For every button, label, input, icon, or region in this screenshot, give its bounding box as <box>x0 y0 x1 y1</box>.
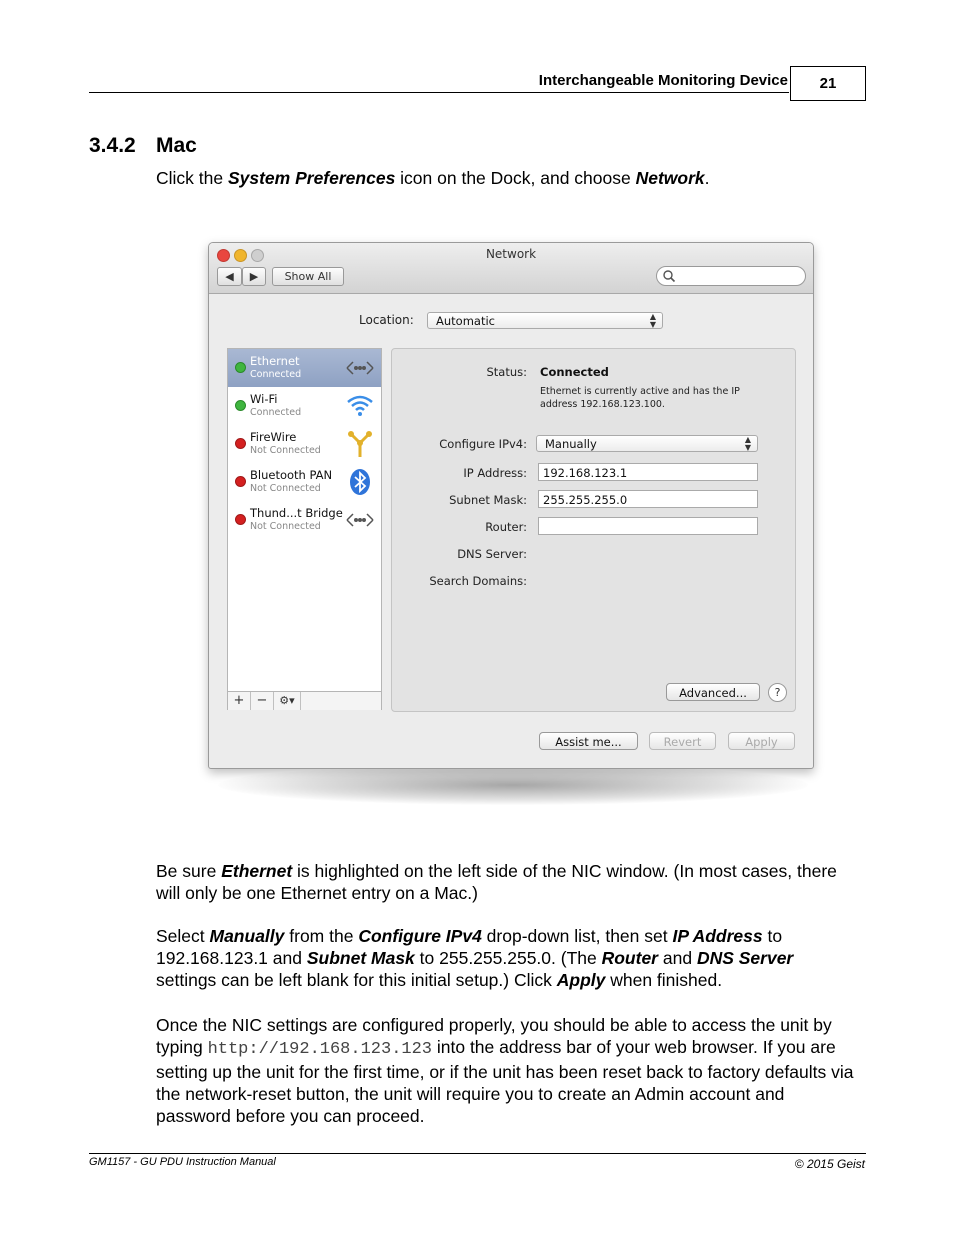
subnet-mask-label: Subnet Mask: <box>449 493 527 507</box>
footer-rule <box>89 1153 866 1154</box>
service-status: Connected <box>250 369 302 380</box>
service-status: Connected <box>250 407 302 418</box>
paragraph-access: Once the NIC settings are configured properly, you should be able to access the unit by typing http://192.168.123.123 into the address bar of your web browser. If you are setting up the unit for the first time, or if the unit has been reset back to factory defaults via the network-reset button, the unit will require you to create an Admin account and password before you can proceed. <box>156 1015 854 1126</box>
page-number: 21 <box>790 66 866 101</box>
intro-paragraph: Click the System Preferences icon on the Dock, and choose Network. <box>156 168 710 188</box>
updown-arrows-icon: ▲ ▼ <box>744 435 751 452</box>
location-label: Location: <box>359 313 414 327</box>
service-name: FireWire <box>250 430 297 444</box>
configure-ipv4-select[interactable] <box>536 435 758 452</box>
status-dot-icon <box>235 438 246 449</box>
bluetooth-icon <box>345 467 375 497</box>
paragraph-configure: Select Manually from the Configure IPv4 drop-down list, then set IP Address to 192.168.123.1 and Subnet Mask to 255.255.255.0. (The Router and DNS Server settings can be left blank for this initial setup.) Click Apply when finished. <box>156 926 794 990</box>
service-list <box>227 348 382 710</box>
status-value: Connected <box>540 365 609 379</box>
window-shadow <box>218 765 808 805</box>
status-description: Ethernet is currently active and has the IP address 192.168.123.100. <box>540 386 740 410</box>
section-title: Mac <box>156 134 197 157</box>
configure-ipv4-value: Manually <box>545 437 597 451</box>
status-dot-icon <box>235 476 246 487</box>
footer-manual-title: GM1157 - GU PDU Instruction Manual <box>89 1156 276 1168</box>
footer-copyright: © 2015 Geist <box>794 1157 865 1171</box>
router-label: Router: <box>485 520 527 534</box>
search-input[interactable] <box>656 266 806 286</box>
assist-me-button[interactable]: Assist me... <box>539 732 638 750</box>
show-all-button[interactable]: Show All <box>272 267 344 286</box>
forward-arrow-icon: ▶ <box>249 270 259 283</box>
status-label: Status: <box>486 365 527 379</box>
service-name: Bluetooth PAN <box>250 468 333 482</box>
service-item-bluetooth[interactable] <box>228 463 381 501</box>
network-window <box>208 242 814 769</box>
add-service-button[interactable]: + <box>228 692 251 710</box>
ethernet-icon <box>345 353 375 383</box>
header-rule <box>89 92 789 93</box>
ip-address-label: IP Address: <box>463 466 527 480</box>
dns-server-label: DNS Server: <box>457 547 527 561</box>
service-name: Wi-Fi <box>250 392 278 406</box>
advanced-button[interactable]: Advanced... <box>666 683 760 701</box>
remove-service-button[interactable]: − <box>251 692 274 710</box>
location-select[interactable] <box>427 312 663 329</box>
title-bar <box>209 243 813 294</box>
help-button[interactable]: ? <box>768 683 787 702</box>
status-dot-icon <box>235 514 246 525</box>
subnet-mask-field[interactable]: 255.255.255.0 <box>538 490 758 508</box>
status-dot-icon <box>235 362 246 373</box>
location-value: Automatic <box>436 314 495 328</box>
back-button[interactable] <box>217 267 242 286</box>
service-name: Ethernet <box>250 354 300 368</box>
url-code: http://192.168.123.123 <box>207 1040 432 1059</box>
paragraph-ethernet: Be sure Ethernet is highlighted on the left side of the NIC window. (In most cases, there will only be one Ethernet entry on a Mac.) <box>156 861 837 903</box>
service-status: Not Connected <box>250 445 321 456</box>
detail-pane <box>391 348 796 712</box>
service-name: Thund...t Bridge <box>250 506 343 520</box>
wifi-icon <box>345 391 375 421</box>
service-item-firewire[interactable] <box>228 425 381 463</box>
apply-button[interactable]: Apply <box>728 732 795 750</box>
forward-button[interactable] <box>242 267 266 286</box>
updown-arrows-icon: ▲ ▼ <box>649 312 656 329</box>
window-title: Network <box>485 247 537 261</box>
router-field[interactable] <box>538 517 758 535</box>
search-domains-label: Search Domains: <box>429 574 527 588</box>
section-number: 3.4.2 <box>89 134 136 157</box>
service-item-ethernet[interactable] <box>228 349 381 387</box>
service-item-thunderbolt-bridge[interactable] <box>228 501 381 539</box>
bridge-icon <box>345 505 375 535</box>
running-header-title: Interchangeable Monitoring Device <box>538 72 788 89</box>
gear-menu-button[interactable]: ⚙▾ <box>274 692 301 710</box>
search-icon <box>662 269 676 283</box>
firewire-icon <box>345 429 375 459</box>
ip-address-field[interactable]: 192.168.123.1 <box>538 463 758 481</box>
service-list-toolbar <box>228 691 381 710</box>
service-status: Not Connected <box>250 483 321 494</box>
service-status: Not Connected <box>250 521 321 532</box>
service-item-wifi[interactable] <box>228 387 381 425</box>
status-dot-icon <box>235 400 246 411</box>
configure-ipv4-label: Configure IPv4: <box>439 437 527 451</box>
revert-button[interactable]: Revert <box>649 732 716 750</box>
back-arrow-icon: ◀ <box>225 270 234 283</box>
